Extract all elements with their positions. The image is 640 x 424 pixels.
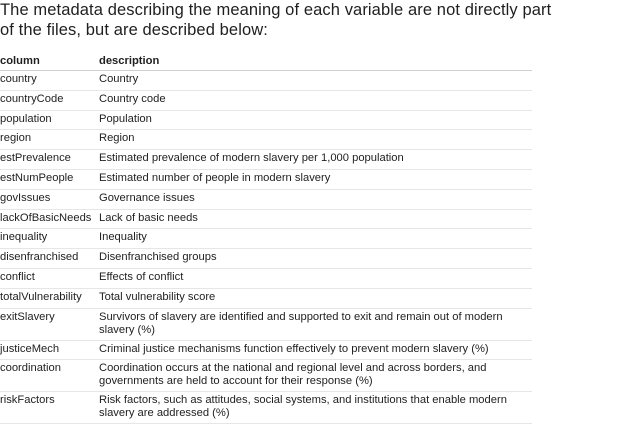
row-column-name: govIssues <box>0 189 99 209</box>
row-description: Lack of basic needs <box>99 209 532 229</box>
row-description: Coordination occurs at the national and regional level and across borders, and governments are held to account for their response (%) <box>99 360 532 392</box>
row-column-name: conflict <box>0 268 99 288</box>
row-column-name: justiceMech <box>0 340 99 360</box>
row-column-name: coordination <box>0 360 99 392</box>
row-description: Population <box>99 110 532 130</box>
row-column-name: lackOfBasicNeeds <box>0 209 99 229</box>
row-column-name: countryCode <box>0 90 99 110</box>
row-description: Total vulnerability score <box>99 288 532 308</box>
table-row <box>0 110 532 130</box>
row-description: Inequality <box>99 229 532 249</box>
row-description: Disenfranchised groups <box>99 249 532 269</box>
table-row <box>0 249 532 269</box>
row-description: Country code <box>99 90 532 110</box>
intro-line-2: of the files, but are described below: <box>0 21 268 39</box>
row-column-name: inequality <box>0 229 99 249</box>
table-row <box>0 288 532 308</box>
row-description: Region <box>99 130 532 150</box>
intro-paragraph <box>0 0 552 40</box>
row-column-name: exitSlavery <box>0 308 99 340</box>
table-row <box>0 169 532 189</box>
row-description: Estimated prevalence of modern slavery per 1,000 population <box>99 150 532 170</box>
table-row <box>0 130 532 150</box>
intro-line-1: The metadata describing the meaning of each variable are not directly part <box>0 1 552 19</box>
description-header: description <box>99 52 532 71</box>
row-column-name: country <box>0 71 99 91</box>
table-row <box>0 229 532 249</box>
row-column-name: region <box>0 130 99 150</box>
row-description: Criminal justice mechanisms function effectively to prevent modern slavery (%) <box>99 340 532 360</box>
row-description: Estimated number of people in modern slavery <box>99 169 532 189</box>
row-description: Survivors of slavery are identified and supported to exit and remain out of modern slavery (%) <box>99 308 532 340</box>
table-row <box>0 392 532 424</box>
table-row <box>0 340 532 360</box>
table-row <box>0 308 532 340</box>
table-header-row <box>0 52 532 71</box>
row-description: Governance issues <box>99 189 532 209</box>
table-row <box>0 268 532 288</box>
row-column-name: totalVulnerability <box>0 288 99 308</box>
row-description: Country <box>99 71 532 91</box>
table-body <box>0 71 532 424</box>
table-row <box>0 150 532 170</box>
metadata-table <box>0 52 532 424</box>
table-row <box>0 360 532 392</box>
row-column-name: disenfranchised <box>0 249 99 269</box>
column-header: column <box>0 52 99 71</box>
table-header <box>0 52 532 71</box>
row-column-name: estPrevalence <box>0 150 99 170</box>
row-column-name: population <box>0 110 99 130</box>
table-row <box>0 90 532 110</box>
table-row <box>0 189 532 209</box>
table-row <box>0 71 532 91</box>
row-column-name: estNumPeople <box>0 169 99 189</box>
row-column-name: riskFactors <box>0 392 99 424</box>
table-row <box>0 209 532 229</box>
row-description: Effects of conflict <box>99 268 532 288</box>
row-description: Risk factors, such as attitudes, social systems, and institutions that enable modern slavery are addressed (%) <box>99 392 532 424</box>
